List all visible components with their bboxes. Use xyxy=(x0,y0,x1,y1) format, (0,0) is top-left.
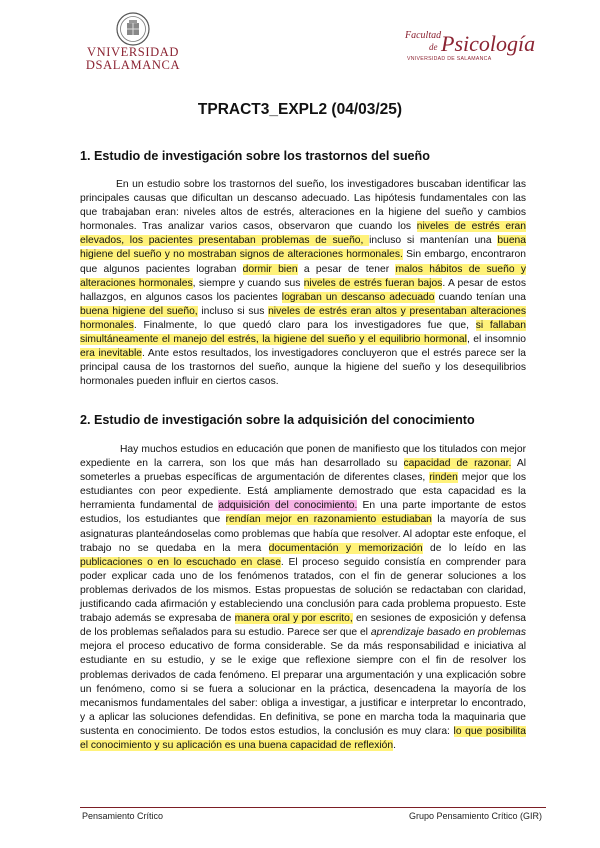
footer-divider xyxy=(80,807,546,808)
paragraph-text: , el insomnio xyxy=(466,334,526,346)
faculty-word: Facultad xyxy=(405,30,442,41)
highlighted-text: malos hábitos de sueño y alteraciones hormonales xyxy=(80,263,526,289)
paragraph-text: . El proceso seguido consistía en comprender para poder explicar cada uno de los fenómenos tratados, con el fin de generar soluciones a los problemas derivados de los mismos. Estas propuestas de solución se redactaban con claridad, justificando cada afirmación y estableciendo una conclusión para cada problema propuesto. Este trabajo además se expresaba de xyxy=(80,556,526,625)
paragraph-text: En una parte importante de estos estudios, los estudiantes que xyxy=(80,500,527,526)
paragraph-text: cuando tenían una xyxy=(434,291,526,303)
highlighted-text: capacidad de razonar. xyxy=(403,458,512,470)
university-name-line2: DSALAMANCA xyxy=(85,58,181,72)
highlighted-text: documentación y memorización xyxy=(268,542,423,554)
paragraph-text: . xyxy=(393,739,396,751)
highlighted-text: publicaciones o en lo escuchado en clase xyxy=(80,556,281,568)
highlighted-text: manera oral y por escrito, xyxy=(234,613,353,625)
highlighted-text-pink: adquisición del conocimiento. xyxy=(218,500,358,512)
faculty-de: de xyxy=(429,42,438,52)
paragraph-text: incluso si sus xyxy=(197,305,269,317)
highlighted-text: niveles de estrés fueran bajos xyxy=(303,277,443,289)
highlighted-text: rendían mejor en razonamiento estudiaban xyxy=(225,514,432,526)
highlighted-text: lo que posibilita el conocimiento y su aplicación es una buena capacidad de reflexión xyxy=(80,725,527,751)
faculty-university: VNIVERSIDAD DE SALAMANCA xyxy=(407,56,492,62)
section-2-paragraph xyxy=(80,443,526,753)
highlighted-text: era inevitable xyxy=(80,348,143,360)
footer-left-text: Pensamiento Crítico xyxy=(82,811,164,821)
paragraph-text: la mayoría de sus asignaturas planteándoselas como problemas que había que resolver. Al adoptar este enfoque, el trabajo no se quedaba en la mera xyxy=(80,514,526,554)
highlighted-text: niveles de estrés eran elevados, los pacientes presentaban problemas de sueño, xyxy=(80,221,526,247)
paragraph-text: , siempre y cuando sus xyxy=(192,277,304,289)
paragraph-text: . A pesar de estos hallazgos, en algunos casos los pacientes xyxy=(80,277,527,303)
highlighted-text: dormir bien xyxy=(242,263,298,275)
highlighted-text: lograban un descanso adecuado xyxy=(281,291,435,303)
highlighted-text: buena higiene del sueño, xyxy=(80,305,198,317)
paragraph-text: En un estudio sobre los trastornos del sueño, los investigadores buscaban identificar las principales causas que dificultan un descanso adecuado. Las hipótesis fundamentales con las que trabajaban eran: niveles altos de estrés, alteraciones en la higiene del sueño y cambios hormonales. Tras analizar varios casos, observaron que cuando los xyxy=(80,179,526,233)
university-name-line1: VNIVERSIDAD xyxy=(86,45,179,59)
university-logo xyxy=(78,12,188,72)
university-seal-icon xyxy=(116,12,150,46)
faculty-psicologia: Psicología xyxy=(441,31,536,56)
highlighted-text: niveles de estrés eran altos y presentaban alteraciones hormonales xyxy=(80,305,526,331)
paragraph-text: . Ante estos resultados, los investigadores concluyeron que el estrés parece ser la principal causa de los trastornos del sueño, aunque la higiene del sueño y los desequilibrios hormonales pueden influir en ciertos casos. xyxy=(80,348,527,388)
paragraph-text: incluso si mantenían una xyxy=(369,235,498,247)
paragraph-text: a pesar de tener xyxy=(297,263,396,275)
highlighted-text: rinden xyxy=(429,472,458,484)
paragraph-text: Al someterles a pruebas específicas de argumentación de diferentes clases, xyxy=(80,458,526,484)
paragraph-text: . Finalmente, lo que quedó claro para los investigadores fue que, xyxy=(133,319,476,331)
paragraph-text: mejor que los estudiantes con peor expediente. Está ampliamente demostrado que esta capacidad es la herramienta fundamental de xyxy=(80,472,526,512)
section-1-paragraph xyxy=(80,178,526,389)
paragraph-text: Sin embargo, encontraron que algunos pacientes lograban xyxy=(80,249,527,275)
paragraph-text: mejora el proceso educativo de forma considerable. Se da más responsabilidad e iniciativa al estudiante en su estudio, y se le exige que reflexione siempre con el fin de resolver los problemas derivados de cada fenómeno. El preparar una argumentación y una explicación sobre un fenómeno, como si se fuera a solucionar en la práctica, desencadena la mayoría de los mecanismos fundamentales del saber: obliga a investigar, a justificar e interpretar lo encontrado, y a aplicar las soluciones defendidas. En definitiva, se pone en marcha toda la maquinaria que sustenta en conocimiento. De todos estos estudios, la conclusión es muy clara: xyxy=(80,641,526,737)
paragraph-text: en sesiones de exposición y defensa de los problemas señalados para su estudio. Parece ser que el xyxy=(80,613,527,639)
paragraph-text: Hay muchos estudios en educación que ponen de manifiesto que los titulados con mejor expediente en la carrera, son los que más han desarrollado su xyxy=(80,444,526,470)
italic-text: aprendizaje basado en problemas xyxy=(370,627,526,639)
highlighted-text: si fallaban simultáneamente el manejo del estrés, la higiene del sueño y el equilibrio hormonal xyxy=(80,319,527,346)
paragraph-text: de lo leído en las xyxy=(422,542,527,554)
document-title: TPRACT3_EXPL2 (04/03/25) xyxy=(197,101,403,118)
footer-right-text: Grupo Pensamiento Crítico (GIR) xyxy=(408,811,542,821)
section-1-heading: 1. Estudio de investigación sobre los trastornos del sueño xyxy=(80,149,430,163)
section-2-heading: 2. Estudio de investigación sobre la adquisición del conocimiento xyxy=(80,413,475,427)
highlighted-text: buena higiene del sueño y no mostraban signos de alteraciones hormonales. xyxy=(80,235,526,261)
